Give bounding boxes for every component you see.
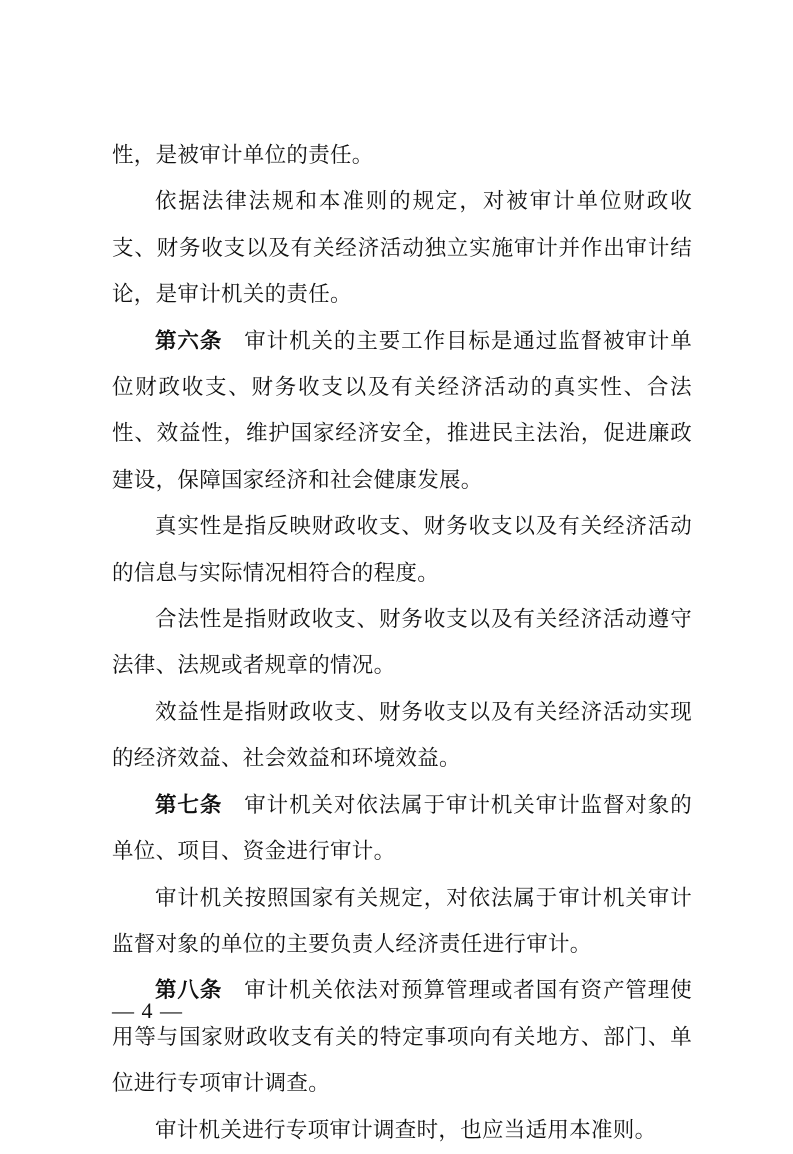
paragraph-special-investigation <box>112 1108 692 1154</box>
paragraph-effectiveness <box>112 690 692 783</box>
paragraph-legality <box>112 597 692 690</box>
paragraph-economic-responsibility-text: 审计机关按照国家有关规定，对依法属于审计机关审计监督对象的单位的主要负责人经济责任进行审计。 <box>112 885 692 957</box>
paragraph-1 <box>112 133 692 179</box>
article-6-text: 审计机关的主要工作目标是通过监督被审计单位财政收支、财务收支以及有关经济活动的真实性、合法性、效益性，维护国家经济安全，推进民主法治，促进廉政建设，保障国家经济和社会健康发展。 <box>112 328 692 493</box>
article-6-label: 第六条 <box>155 328 223 354</box>
page-number: — 4 — <box>112 998 183 1023</box>
document-body <box>112 133 692 1154</box>
paragraph-special-investigation-text: 审计机关进行专项审计调查时，也应当适用本准则。 <box>155 1117 657 1143</box>
article-6-paragraph <box>112 319 692 505</box>
article-7-paragraph <box>112 783 692 876</box>
article-7-label: 第七条 <box>155 792 223 818</box>
paragraph-2-text: 依据法律法规和本准则的规定，对被审计单位财政收支、财务收支以及有关经济活动独立实施审计并作出审计结论，是审计机关的责任。 <box>112 189 692 308</box>
paragraph-1-text: 性，是被审计单位的责任。 <box>112 143 374 168</box>
article-8-paragraph <box>112 968 692 1107</box>
paragraph-economic-responsibility <box>112 876 692 969</box>
paragraph-authenticity <box>112 504 692 597</box>
paragraph-legality-text: 合法性是指财政收支、财务收支以及有关经济活动遵守法律、法规或者规章的情况。 <box>112 607 692 679</box>
paragraph-effectiveness-text: 效益性是指财政收支、财务收支以及有关经济活动实现的经济效益、社会效益和环境效益。 <box>112 699 692 772</box>
article-8-label: 第八条 <box>155 978 223 1004</box>
article-8-text: 审计机关依法对预算管理或者国有资产管理使用等与国家财政收支有关的特定事项向有关地方、部门、单位进行专项审计调查。 <box>112 978 692 1097</box>
paragraph-authenticity-text: 真实性是指反映财政收支、财务收支以及有关经济活动的信息与实际情况相符合的程度。 <box>112 514 692 586</box>
article-7-text: 审计机关对依法属于审计机关审计监督对象的单位、项目、资金进行审计。 <box>112 792 692 865</box>
paragraph-2 <box>112 179 692 318</box>
